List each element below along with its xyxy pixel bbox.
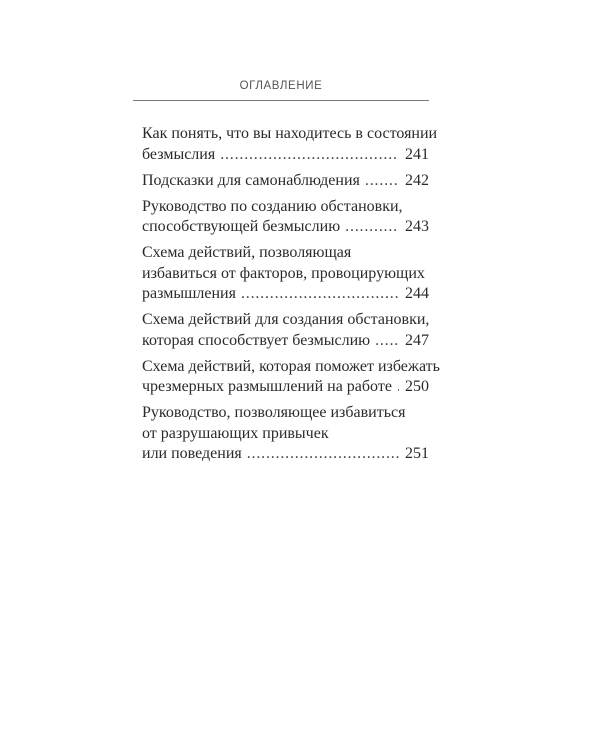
toc-entry-title: которая способствует безмыслию [142, 331, 371, 349]
dot-leader [241, 284, 399, 305]
toc-entry[interactable] [142, 310, 429, 351]
dot-leader [375, 331, 399, 352]
toc-page-number: 242 [405, 171, 429, 189]
toc-entry-title: безмыслия [142, 145, 216, 163]
page-header-title: ОГЛАВЛЕНИЕ [239, 80, 323, 92]
toc-entry-line: Как понять, что вы находитесь в состоянии [142, 125, 438, 142]
toc-entry[interactable] [142, 357, 440, 398]
toc-page-number: 247 [405, 331, 429, 349]
dot-leader [247, 444, 399, 465]
toc-entry[interactable] [142, 243, 429, 305]
toc-entry-title: чрезмерных размышлений на работе [142, 378, 392, 395]
header-rule [133, 100, 429, 101]
toc-entry-line: Руководство по созданию обстановки, [142, 197, 403, 215]
toc-entry-line: Схема действий, позволяющая [142, 244, 352, 261]
toc-entry-title: Подсказки для самонаблюдения [142, 171, 360, 189]
toc-entry-line: от разрушающих привычек [142, 424, 329, 442]
dot-leader [365, 171, 399, 192]
toc-entry[interactable] [142, 403, 429, 465]
toc-entry-line: Схема действий, которая поможет избежать [142, 357, 440, 375]
toc-entry[interactable] [142, 171, 429, 192]
dot-leader [220, 145, 399, 166]
toc-entry-line: Руководство, позволяющее избавиться [142, 404, 406, 421]
toc-page-number: 241 [405, 145, 429, 163]
dot-leader [397, 377, 399, 398]
table-of-contents [142, 124, 440, 470]
toc-entry-line: избавиться от факторов, провоцирующих [142, 264, 425, 282]
toc-entry-title: или поведения [142, 445, 242, 462]
toc-entry[interactable] [142, 197, 429, 238]
dot-leader [345, 217, 399, 238]
toc-entry[interactable] [142, 124, 438, 165]
toc-entry-title: способствующей безмыслию [142, 218, 341, 235]
toc-page-number: 251 [405, 445, 429, 462]
toc-entry-line: Схема действий для создания обстановки, [142, 311, 430, 328]
toc-page-number: 250 [405, 378, 429, 395]
toc-page-number: 243 [405, 218, 429, 235]
toc-entry-title: размышления [142, 285, 236, 302]
toc-page-number: 244 [405, 285, 429, 302]
